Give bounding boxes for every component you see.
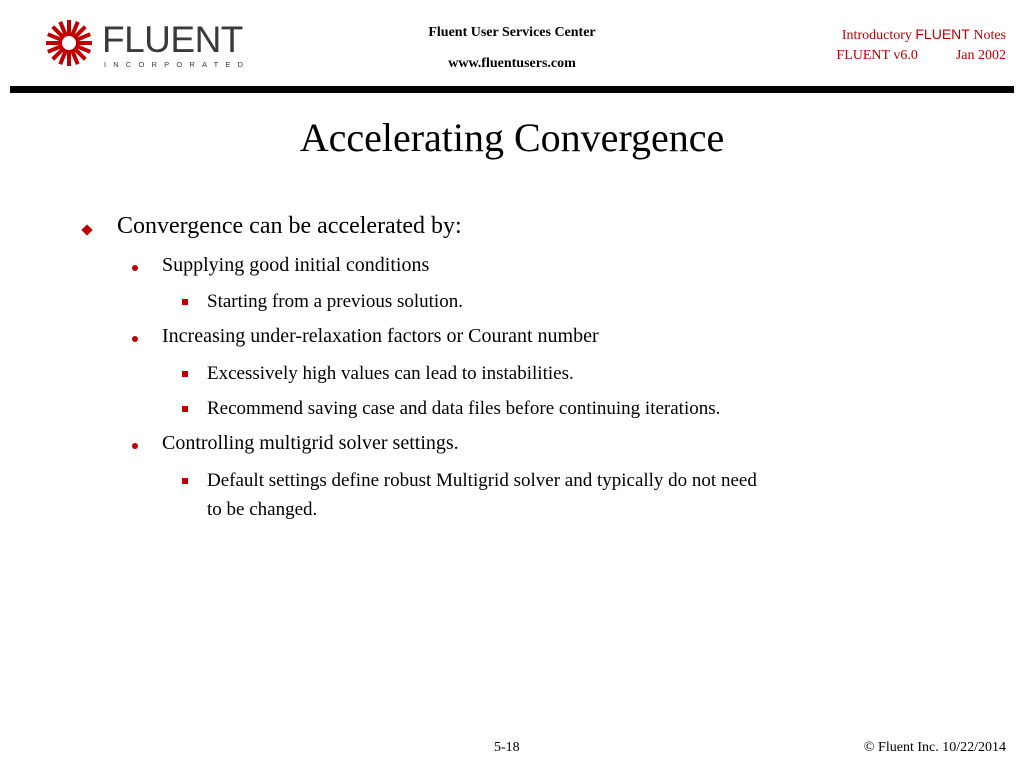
header-divider	[10, 86, 1014, 93]
header-notes-line	[836, 24, 1006, 46]
fluent-logo	[44, 18, 251, 70]
bullet-level2: Controlling multigrid solver settings.	[162, 432, 459, 454]
bullet-level1: Convergence can be accelerated by:	[117, 213, 462, 239]
square-bullet-icon	[182, 299, 188, 305]
bullet-level3: Recommend saving case and data files before continuing iterations.	[207, 398, 721, 419]
bullet-level2: Supplying good initial conditions	[162, 254, 430, 276]
bullet-level3: Starting from a previous solution.	[207, 291, 463, 312]
header-version-line	[836, 46, 1006, 66]
dot-bullet-icon	[132, 265, 138, 271]
copyright: © Fluent Inc. 10/22/2014	[863, 740, 1006, 755]
page-number: 5-18	[494, 740, 520, 755]
diamond-bullet-icon	[81, 224, 92, 235]
square-bullet-icon	[182, 478, 188, 484]
header-notes-prefix: Introductory	[841, 28, 912, 43]
slide-title: Accelerating Convergence	[299, 115, 725, 160]
square-bullet-icon	[182, 406, 188, 412]
header-right-info	[836, 24, 1006, 66]
dot-bullet-icon	[132, 336, 138, 342]
bullet-level2: Increasing under-relaxation factors or Courant number	[162, 325, 599, 347]
bullet-level3-continuation: to be changed.	[207, 499, 318, 520]
square-bullet-icon	[182, 371, 188, 377]
bullet-level3: Excessively high values can lead to instabilities.	[207, 363, 574, 384]
header-version: FLUENT v6.0	[836, 48, 918, 63]
header-center-url: www.fluentusers.com	[448, 56, 576, 71]
bullet-level3: Default settings define robust Multigrid solver and typically do not need	[207, 470, 757, 491]
logo-wordmark: FLUENT	[102, 19, 243, 60]
header-notes-suffix: Notes	[973, 28, 1006, 43]
header-notes-brand: FLUENT	[915, 26, 970, 42]
dot-bullet-icon	[132, 443, 138, 449]
header-center-title: Fluent User Services Center	[428, 25, 596, 40]
header-date: Jan 2002	[955, 48, 1006, 63]
logo-subtitle: INCORPORATED	[104, 60, 251, 69]
fluent-starburst-icon	[44, 18, 94, 68]
